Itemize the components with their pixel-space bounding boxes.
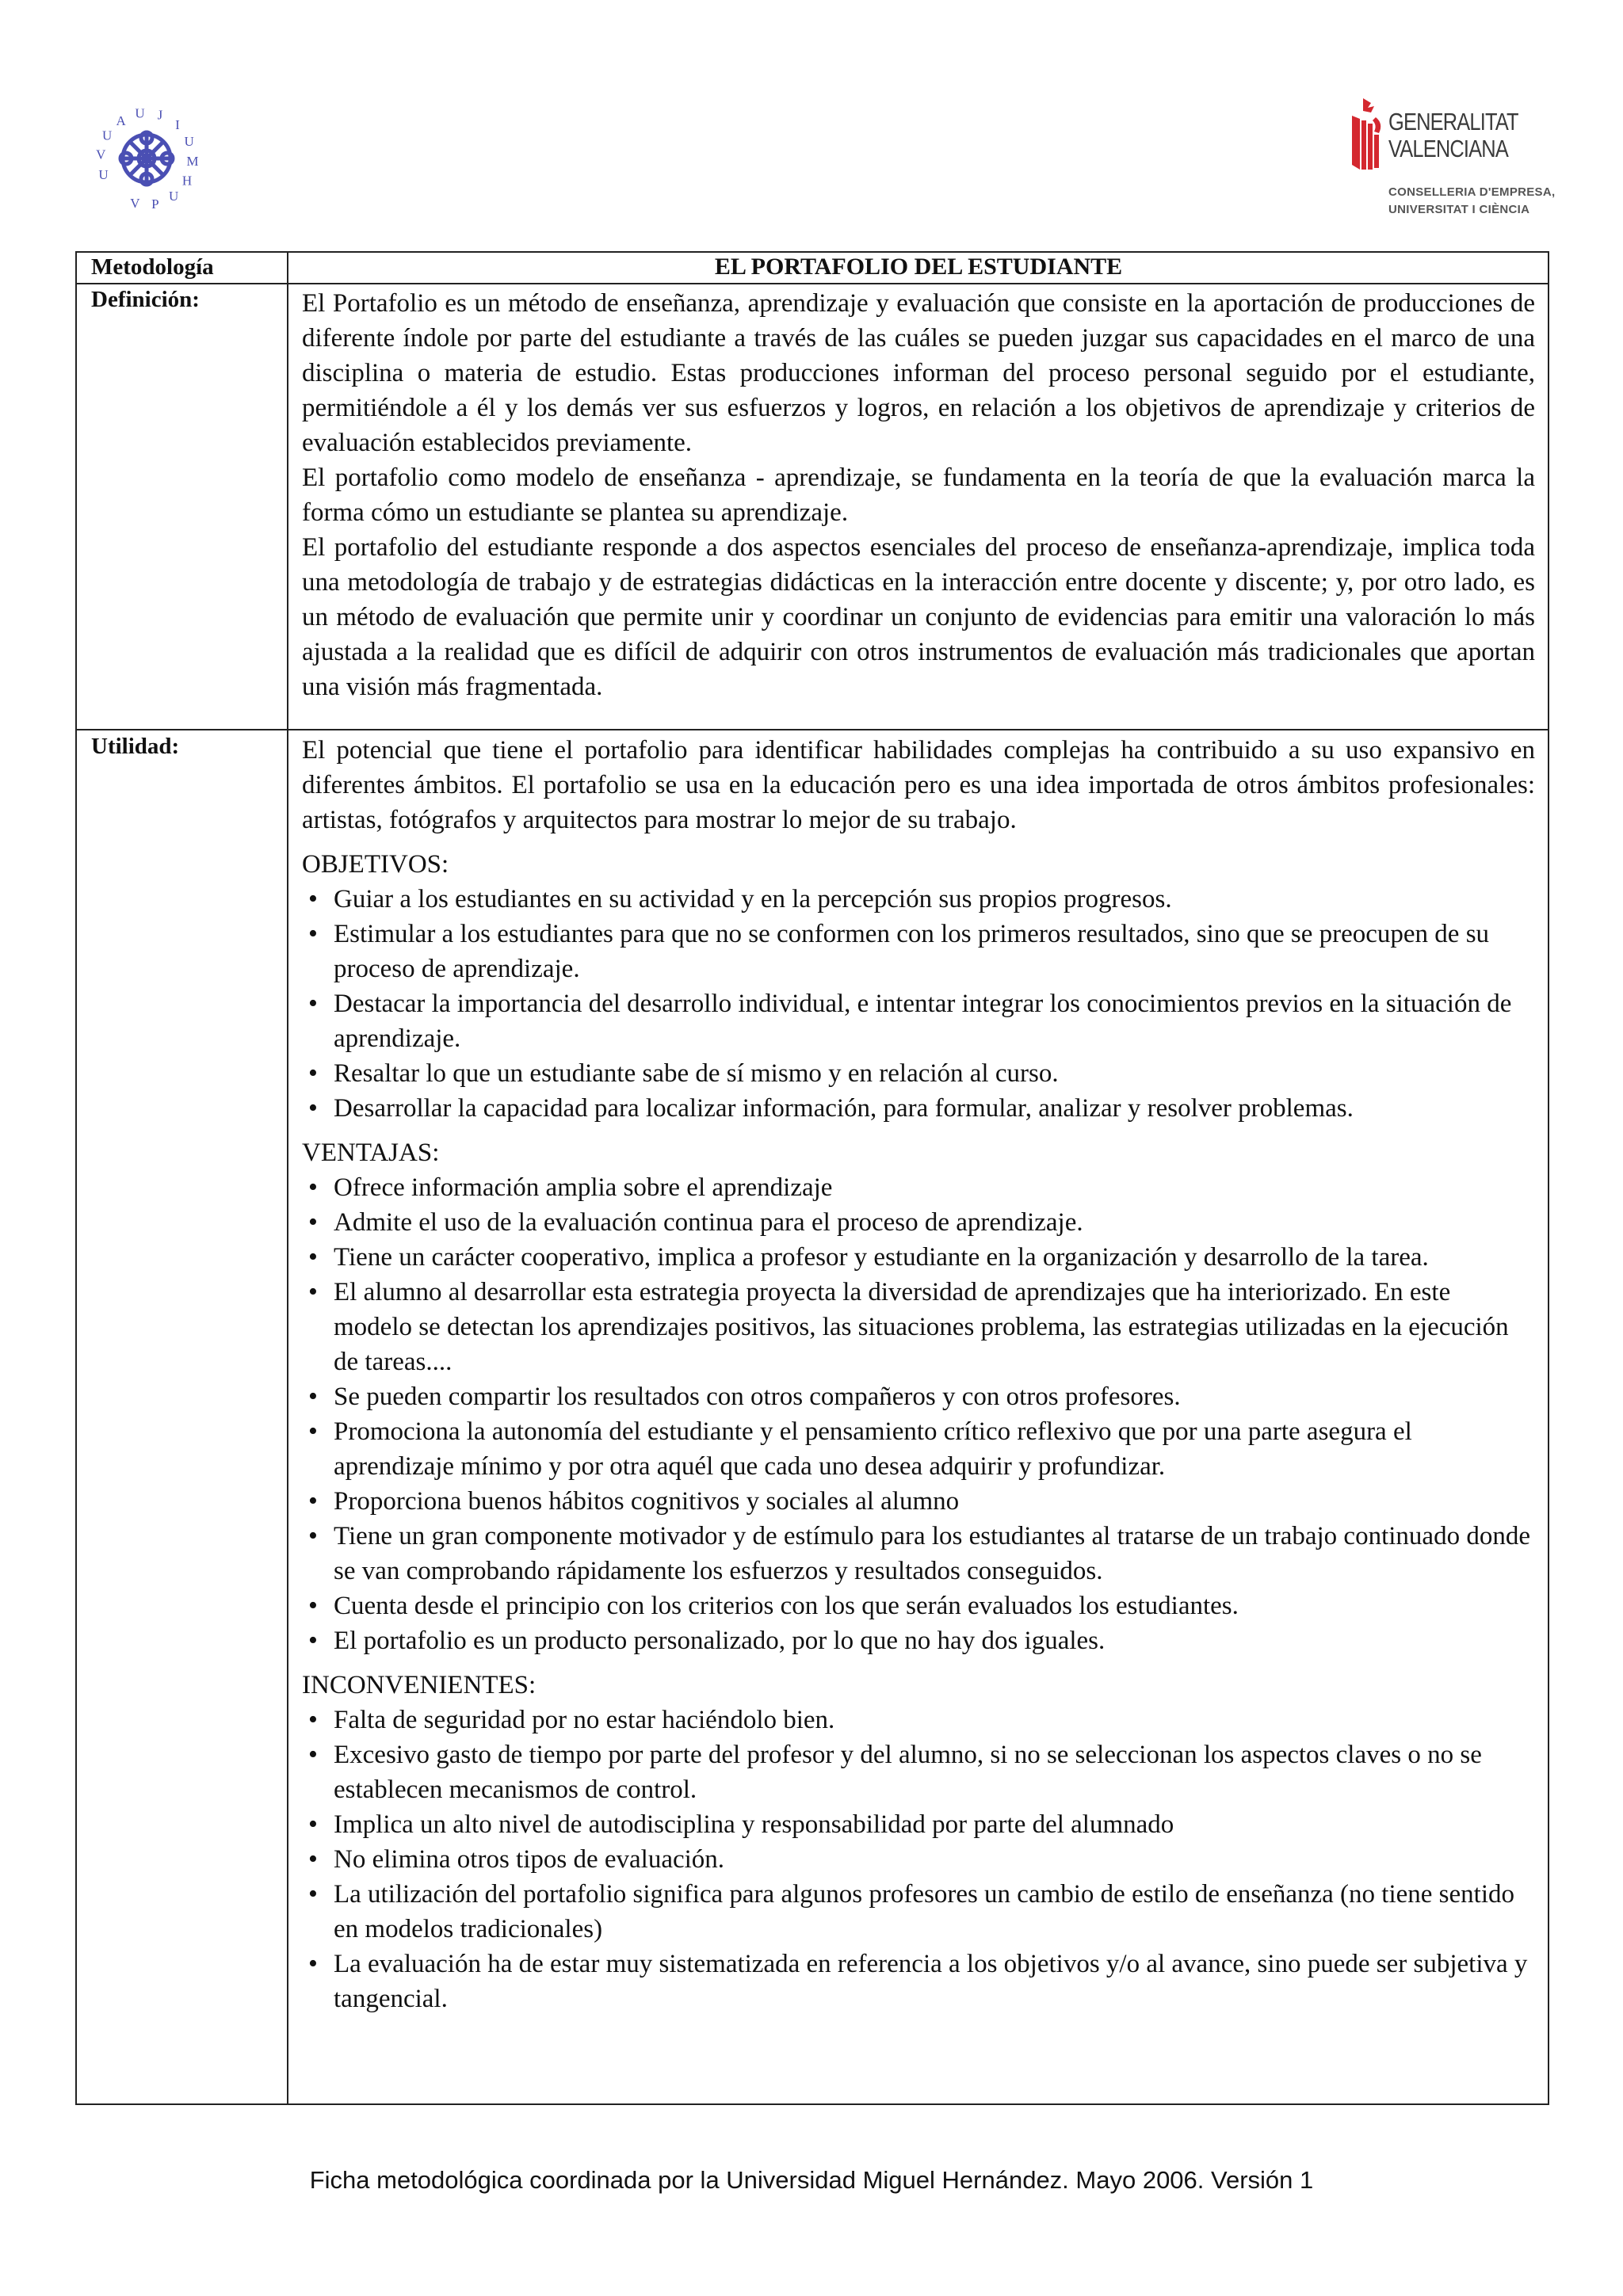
list-item: • Cuenta desde el principio con los criterios con los que serán evaluados los estudiantes.: [334, 1589, 1535, 1623]
utility-intro: El potencial que tiene el portafolio para identificar habilidades complejas ha contribuido a su uso expansivo en diferentes ámbitos. El portafolio se usa en la educación pero es una idea importada de otros ámbitos profesionales: artistas, fotógrafos y arquitectos para mostrar lo mejor de su trabajo.: [302, 736, 1535, 834]
utility-cell: [302, 733, 1535, 2016]
list-item: • Guiar a los estudiantes en su actividad y en la percepción sus propios progresos.: [334, 882, 1535, 917]
inconvenientes-heading: INCONVENIENTES:: [302, 1671, 537, 1699]
seal-letter: A: [116, 113, 126, 128]
list-item: • Proporciona buenos hábitos cognitivos y sociales al alumno: [334, 1484, 1535, 1519]
seal-letter: U: [169, 188, 179, 204]
list-item: • Desarrollar la capacidad para localizar información, para formular, analizar y resolver problemas.: [334, 1091, 1535, 1126]
list-item: • Excesivo gasto de tiempo por parte del profesor y del alumno, si no se seleccionan los aspectos claves o no se establecen mecanismos de control.: [334, 1737, 1535, 1807]
list-item: • Falta de seguridad por no estar haciéndolo bien.: [334, 1703, 1535, 1737]
seal-letter: V: [96, 147, 106, 162]
seal-letter: P: [151, 196, 159, 212]
row-divider: [77, 729, 1548, 730]
list-item: • Tiene un gran componente motivador y de estímulo para los estudiantes al tratarse de un trabajo continuado donde se van comprobando rápidamente los esfuerzos y resultados conseguidos.: [334, 1519, 1535, 1589]
ventajas-heading: VENTAJAS:: [302, 1138, 440, 1167]
list-item: • Implica un alto nivel de autodisciplina y responsabilidad por parte del alumnado: [334, 1807, 1535, 1842]
definition-paragraph: El portafolio como modelo de enseñanza - aprendizaje, se fundamenta en la teoría de que la evaluación marca la forma cómo un estudiante se plantea su aprendizaje.: [302, 463, 1535, 527]
header-label: Metodología: [91, 254, 214, 280]
university-network-seal-icon: [79, 93, 214, 224]
list-item: • Se pueden compartir los resultados con otros compañeros y con otros profesores.: [334, 1379, 1535, 1414]
list-item: • Ofrece información amplia sobre el aprendizaje: [334, 1170, 1535, 1205]
list-item: • Tiene un carácter cooperativo, implica a profesor y estudiante en la organización y desarrollo de la tarea.: [334, 1240, 1535, 1275]
table-title: EL PORTAFOLIO DEL ESTUDIANTE: [714, 254, 1123, 280]
ventajas-list: [302, 1170, 1535, 1658]
list-item: • Estimular a los estudiantes para que no se conformen con los primeros resultados, sino que se preocupen de su proceso de aprendizaje.: [334, 917, 1535, 986]
seal-letter: U: [135, 105, 145, 121]
list-item: • La evaluación ha de estar muy sistematizada en referencia a los objetivos y/o al avance, sino puede ser subjetiva y tangencial.: [334, 1947, 1535, 2016]
header-row-divider: [77, 283, 1548, 284]
seal-letter: M: [186, 154, 199, 170]
seal-letter: H: [181, 173, 193, 189]
list-item: • El alumno al desarrollar esta estrategia proyecta la diversidad de aprendizajes que ha interiorizado. En este modelo se detectan los aprendizajes positivos, las situaciones problema, las estrategias utilizadas en la ejecución de tareas....: [334, 1275, 1535, 1379]
definition-paragraph: El portafolio del estudiante responde a dos aspectos esenciales del proceso de enseñanza-aprendizaje, implica toda una metodología de trabajo y de estrategias didácticas en la interacción entre docente y discente; y, por otro lado, es un método de evaluación que permite unir y coordinar un conjunto de evidencias para emitir una valoración lo más ajustada a la realidad que es difícil de adquirir con otros instrumentos de evaluación más tradicionales que aportan una visión más fragmentada.: [302, 533, 1535, 701]
objetivos-heading: OBJETIVOS:: [302, 850, 449, 879]
generalitat-valenciana-logo: [1347, 97, 1556, 223]
university-network-logo: [79, 93, 214, 224]
list-item: • El portafolio es un producto personalizado, por lo que no hay dos iguales.: [334, 1623, 1535, 1658]
inconvenientes-list: [302, 1703, 1535, 2016]
list-item: • Promociona la autonomía del estudiante y el pensamiento crítico reflexivo que por una parte asegura el aprendizaje mínimo y por otra aquél que cada uno desea adquirir y profundizar.: [334, 1414, 1535, 1484]
definition-paragraph: El Portafolio es un método de enseñanza, aprendizaje y evaluación que consiste en la aportación de producciones de diferente índole por parte del estudiante a través de las cuáles se pueden juzgar sus capacidades en el marco de una disciplina o materia de estudio. Estas producciones informan del proceso personal seguido por el estudiante, permitiéndole a él y los demás ver sus esfuerzos y logros, en relación a los objetivos de aprendizaje y criterios de evaluación establecidos previamente.: [302, 289, 1535, 457]
page-footer: Ficha metodológica coordinada por la Universidad Miguel Hernández. Mayo 2006. Versión 1: [309, 2166, 1314, 2194]
definition-label: Definición:: [91, 287, 200, 312]
definition-cell: [302, 286, 1535, 704]
list-item: • Resaltar lo que un estudiante sabe de sí mismo y en relación al curso.: [334, 1056, 1535, 1091]
logo-text-valenciana: VALENCIANA: [1388, 135, 1508, 162]
seal-letter: U: [184, 134, 194, 149]
list-item: • La utilización del portafolio significa para algunos profesores un cambio de estilo de enseñanza (no tiene sentido en modelos tradicionales): [334, 1877, 1535, 1947]
list-item: • Destacar la importancia del desarrollo individual, e intentar integrar los conocimientos previos en la situación de aprendizaje.: [334, 986, 1535, 1056]
seal-letter: J: [157, 107, 163, 123]
seal-letter: U: [98, 166, 109, 182]
list-item: • Admite el uso de la evaluación continua para el proceso de aprendizaje.: [334, 1205, 1535, 1240]
list-item: • No elimina otros tipos de evaluación.: [334, 1842, 1535, 1877]
objetivos-list: [302, 882, 1535, 1126]
valencia-flag-icon: [1347, 97, 1385, 173]
seal-letter: V: [130, 196, 140, 212]
seal-letter: U: [102, 128, 113, 143]
logo-subtitle-universitat: UNIVERSITAT I CIÈNCIA: [1388, 203, 1530, 216]
column-divider: [287, 253, 288, 2103]
utility-label: Utilidad:: [91, 734, 180, 759]
seal-letter: I: [175, 117, 180, 133]
logo-text-generalitat: GENERALITAT: [1388, 108, 1518, 135]
logo-subtitle-conselleria: CONSELLERIA D'EMPRESA,: [1388, 185, 1556, 199]
methodology-table: [75, 251, 1549, 2105]
